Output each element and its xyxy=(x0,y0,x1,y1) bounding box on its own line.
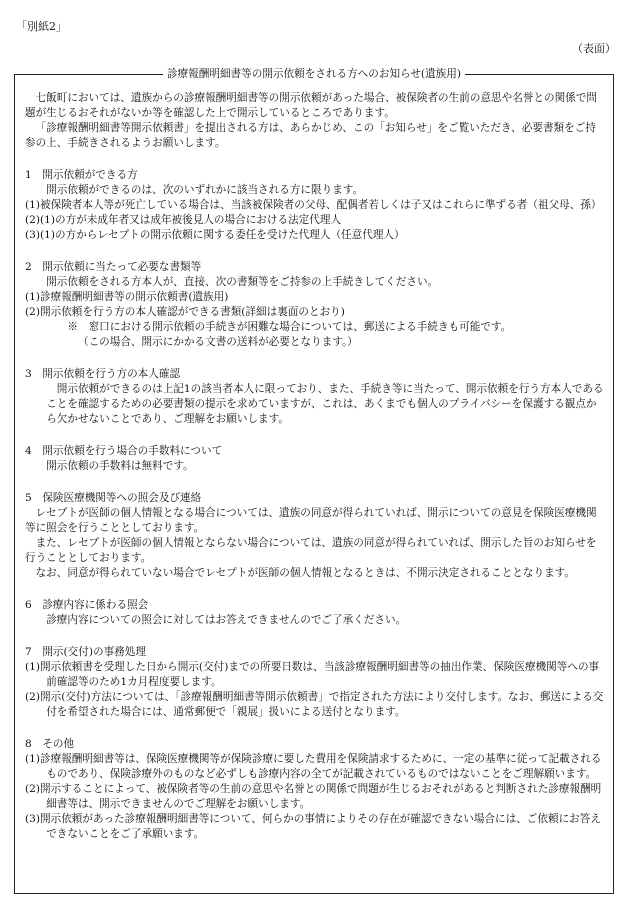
section-body: 診療内容についての照会に対してはお答えできませんのでご了承ください。 xyxy=(46,614,407,626)
section-heading: 1 開示依頼ができる方 xyxy=(25,169,138,181)
section-heading: 5 保険医療機関等への照会及び連絡 xyxy=(25,492,202,504)
notice-frame xyxy=(14,68,614,894)
section-heading: 4 開示依頼を行う場合の手数料について xyxy=(25,445,223,457)
intro-paragraph: 七飯町においては、遺族からの診療報酬明細書等の開示依頼があった場合、被保険者の生前の意思や名誉との関係で問題が生じるおそれがないか等を確認した上で開示しているところであります。 xyxy=(25,92,597,119)
section-body: なお、同意が得られていない場合でレセプトが医師の個人情報となるときは、不開示決定されることとなります。 xyxy=(35,567,576,579)
attachment-label: 「別紙2」 xyxy=(16,20,67,33)
note: （この場合、開示にかかる文書の送料が必要となります。） xyxy=(78,336,358,348)
section-heading: 6 診療内容に係わる照会 xyxy=(25,599,149,611)
list-item: (3)(1)の方からレセプトの開示依頼に関する委任を受けた代理人（任意代理人） xyxy=(25,229,405,241)
list-item: (2)開示(交付)方法については、「診療報酬明細書等開示依頼書」で指定された方法により交付します。なお、郵送による交付を希望された場合には、通常郵便で「親展」扱いによる送付となります。 xyxy=(25,691,604,718)
list-item: (1)開示依頼書を受理した日から開示(交付)までの所要日数は、当該診療報酬明細書等の抽出作業、保険医療機関等への事前確認等のため1カ月程度要します。 xyxy=(25,661,600,688)
intro-paragraph: 「診療報酬明細書等開示依頼書」を提出される方は、あらかじめ、この「お知らせ」をご覧いただき、必要書類をご持参の上、手続きされるようお願いします。 xyxy=(25,122,596,149)
section-body: また、レセプトが医師の個人情報とならない場合については、遺族の同意が得られていれば、開示した旨のお知らせを行うこととしております。 xyxy=(25,537,597,564)
notice-title: 診療報酬明細書等の開示依頼をされる方へのお知らせ(遺族用) xyxy=(15,67,613,81)
page-side-label: （表面） xyxy=(572,42,616,55)
list-item: (2)開示依頼を行う方の本人確認ができる書類(詳細は裏面のとおり) xyxy=(25,306,345,318)
section-6 xyxy=(25,598,605,628)
section-heading: 3 開示依頼を行う方の本人確認 xyxy=(25,368,181,380)
list-item: (1)診療報酬明細書等の開示依頼書(遺族用) xyxy=(25,291,229,303)
list-item: (3)開示依頼があった診療報酬明細書等について、何らかの事情によりその存在が確認できない場合には、ご依頼にお答えできないことをご了承願います。 xyxy=(25,813,601,840)
section-1 xyxy=(25,168,605,243)
section-heading: 2 開示依頼に当たって必要な書類等 xyxy=(25,261,202,273)
section-body: 開示依頼をされる方本人が、直接、次の書類等をご持参の上手続きしてください。 xyxy=(46,276,439,288)
section-2 xyxy=(25,260,605,350)
section-heading: 8 その他 xyxy=(25,738,75,750)
list-item: (2)開示することによって、被保険者等の生前の意思や名誉との関係で問題が生じるおそれがあると判断された診療報酬明細書等は、開示できませんのでご理解をお願いします。 xyxy=(25,783,602,810)
note: ※ 窓口における開示依頼の手続きが困難な場合については、郵送による手続きも可能です。 xyxy=(67,321,512,333)
section-body: 開示依頼の手数料は無料です。 xyxy=(46,460,194,472)
section-7 xyxy=(25,645,605,720)
list-item: (2)(1)の方が未成年者又は成年被後見人の場合における法定代理人 xyxy=(25,214,342,226)
notice-content xyxy=(25,91,605,842)
section-8 xyxy=(25,737,605,842)
section-body: 開示依頼ができるのは上記1の該当者本人に限っており、また、手続き等に当たって、開示依頼を行う方本人であることを確認するための必要書類の提示を求めていますが、これは、あくまでも個人のプライバシーを保護する観点から欠かせないことであり、ご理解をお願いします。 xyxy=(46,383,604,425)
list-item: (1)診療報酬明細書等は、保険医療機関等が保険診療に要した費用を保険請求するために、一定の基準に従って記載されるものであり、保険診療外のものなど必ずしも診療内容の全てが記載されているものではないことをご理解願います。 xyxy=(25,753,602,780)
section-heading: 7 開示(交付)の事務処理 xyxy=(25,646,146,658)
section-3 xyxy=(25,367,605,427)
section-5 xyxy=(25,491,605,581)
section-body: 開示依頼ができるのは、次のいずれかに該当される方に限ります。 xyxy=(46,184,364,196)
section-body: レセプトが医師の個人情報となる場合については、遺族の同意が得られていれば、開示についての意見を保険医療機関等に照会を行うこととしております。 xyxy=(25,507,597,534)
section-4 xyxy=(25,444,605,474)
list-item: (1)被保険者本人等が死亡している場合は、当該被保険者の父母、配偶者若しくは子又はこれらに準ずる者（祖父母、孫） xyxy=(25,199,602,211)
